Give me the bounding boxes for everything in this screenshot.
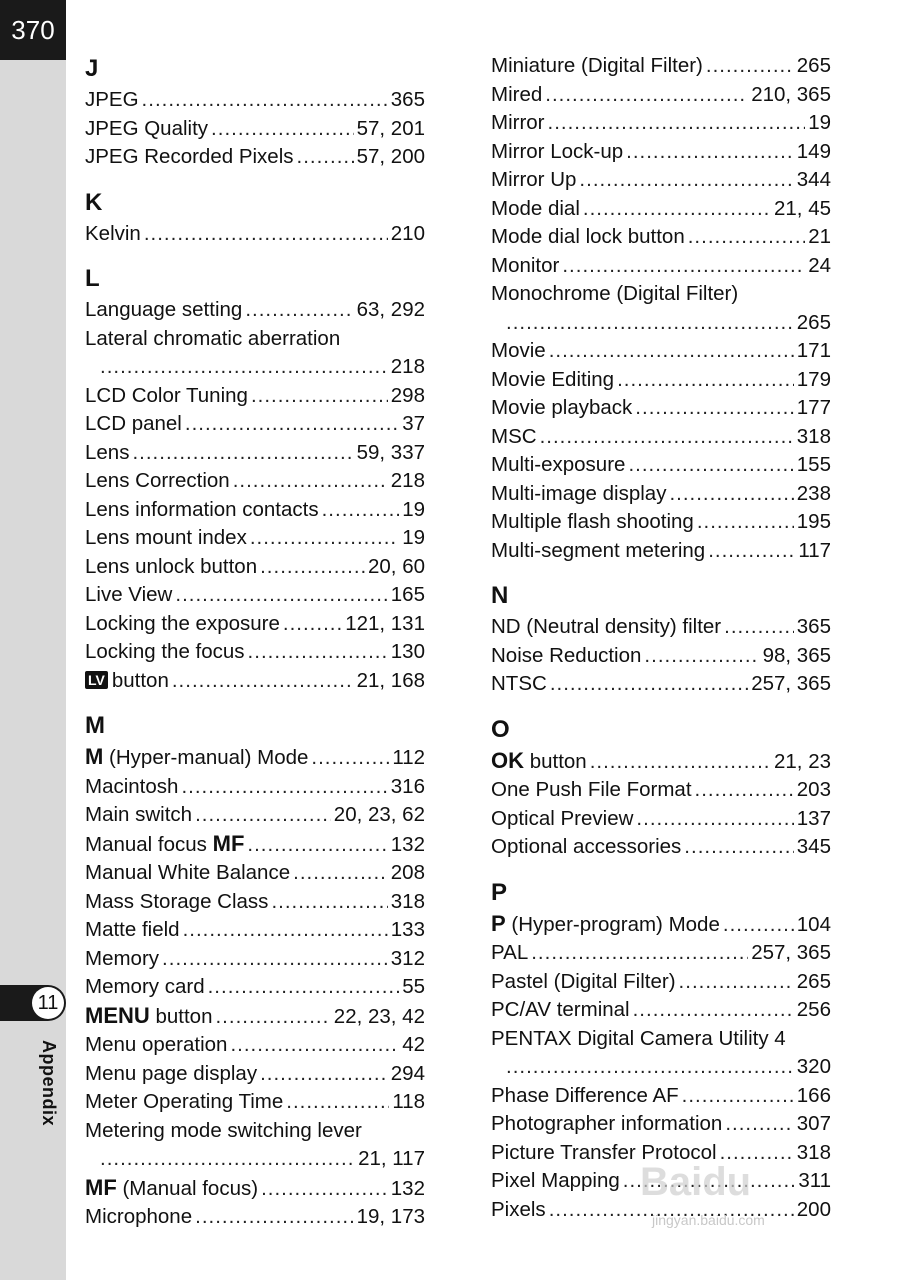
dot-leader	[562, 252, 805, 281]
index-entry	[491, 670, 831, 699]
entry-pages: 171	[796, 339, 831, 362]
entry-term: Meter Operating Time	[85, 1090, 284, 1113]
entry-pages: 57, 201	[356, 116, 425, 140]
dot-leader	[208, 973, 400, 1002]
entry-pages: 257, 365	[751, 941, 831, 964]
index-entry	[85, 220, 425, 249]
entry-pages: 195	[796, 510, 831, 533]
dot-leader	[723, 911, 794, 940]
index-entry	[491, 166, 831, 195]
entry-term: Picture Transfer Protocol	[491, 1140, 717, 1164]
dot-leader	[684, 833, 793, 862]
dot-leader	[583, 195, 771, 224]
entry-term: Mirror	[491, 111, 545, 134]
entry-pages: 210	[390, 221, 425, 245]
index-entry	[491, 52, 831, 81]
dot-leader	[725, 1110, 793, 1139]
entry-continuation	[491, 309, 831, 338]
dot-leader	[283, 610, 342, 639]
index-entry	[491, 747, 831, 777]
index-entry	[85, 496, 425, 525]
entry-term: Memory	[85, 946, 160, 970]
dot-leader	[100, 1145, 355, 1174]
entry-term: Lens	[85, 440, 130, 464]
entry-term: Manual White Balance	[85, 861, 291, 884]
section-letter: L	[85, 265, 100, 292]
dot-leader	[195, 801, 331, 830]
entry-term: Locking the exposure	[85, 611, 280, 635]
entry-term: Phase Difference AF	[491, 1083, 679, 1107]
entry-term: Macintosh	[85, 774, 179, 798]
entry-term: Live View	[85, 583, 173, 606]
dot-leader	[195, 1203, 353, 1232]
index-entry	[85, 1174, 425, 1204]
dot-leader	[531, 939, 748, 968]
dot-leader	[233, 467, 388, 496]
dot-leader	[132, 439, 353, 468]
index-entry	[491, 1082, 831, 1111]
entry-term: Lens unlock button	[85, 554, 258, 578]
index-entry	[85, 1031, 425, 1060]
entry-pages: 55	[402, 975, 425, 998]
entry-pages: 200	[796, 1197, 831, 1221]
entry-term: Main switch	[85, 803, 193, 826]
entry-term: Locking the focus	[85, 640, 245, 663]
entry-term: Menu page display	[85, 1061, 258, 1085]
entry-term: LCD panel	[85, 412, 182, 435]
entry-term: PC/AV terminal	[491, 998, 630, 1021]
entry-pages: 210, 365	[751, 82, 831, 106]
index-entry	[85, 859, 425, 888]
index-entry	[85, 115, 425, 144]
index-entry	[491, 138, 831, 167]
index-column-left	[85, 52, 425, 1232]
index-entry	[491, 252, 831, 281]
dot-leader	[142, 86, 388, 115]
entry-term: Monochrome (Digital Filter)	[491, 282, 739, 305]
entry-term: Mode dial	[491, 196, 580, 220]
entry-term: Mired	[491, 82, 543, 106]
mf-glyph: MF	[212, 830, 245, 856]
dot-leader	[162, 945, 388, 974]
entry-term: Kelvin	[85, 221, 141, 245]
index-entry	[85, 801, 425, 830]
section-letter: N	[491, 582, 509, 609]
index-entry	[491, 223, 831, 252]
dot-leader	[545, 81, 748, 110]
index-entry	[491, 642, 831, 671]
entry-term: Miniature (Digital Filter)	[491, 54, 703, 77]
dot-leader	[181, 773, 387, 802]
index-entry	[85, 610, 425, 639]
entry-term: Lens Correction	[85, 469, 230, 492]
dot-leader	[297, 143, 354, 172]
entry-continuation	[491, 1053, 831, 1082]
dot-leader	[636, 805, 793, 834]
index-entry	[85, 667, 425, 696]
dot-leader	[679, 968, 794, 997]
entry-term: Movie playback	[491, 396, 633, 419]
dot-leader	[211, 115, 354, 144]
entry-pages: 165	[390, 583, 425, 606]
entry-term: Pixels	[491, 1197, 546, 1221]
entry-pages: 318	[390, 889, 425, 913]
entry-term: Menu operation	[85, 1033, 228, 1056]
dot-leader	[549, 337, 794, 366]
entry-term: Lateral chromatic aberration	[85, 326, 341, 350]
index-entry	[491, 776, 831, 805]
index-section	[491, 579, 831, 699]
index-entry	[491, 366, 831, 395]
entry-pages: 312	[390, 946, 425, 970]
entry-term: NTSC	[491, 672, 547, 695]
entry-term: PENTAX Digital Camera Utility 4	[491, 1026, 786, 1050]
index-entry	[85, 973, 425, 1002]
entry-pages: 19	[808, 111, 831, 134]
entry-pages: 98, 365	[762, 643, 831, 667]
entry-term: JPEG Quality	[85, 116, 209, 140]
dot-leader	[172, 667, 354, 696]
entry-pages: 137	[796, 806, 831, 830]
entry-term: Language setting	[85, 298, 243, 321]
chapter-number: 11	[32, 987, 64, 1019]
entry-pages: 218	[390, 355, 425, 378]
dot-leader	[322, 496, 400, 525]
dot-leader	[695, 776, 794, 805]
entry-pages: 166	[796, 1083, 831, 1107]
entry-term: MENU button	[85, 1002, 213, 1028]
entry-pages: 256	[796, 998, 831, 1021]
dot-leader	[260, 1060, 388, 1089]
dot-leader	[293, 859, 388, 888]
entry-pages: 57, 200	[356, 145, 425, 168]
entry-term: Monitor	[491, 253, 560, 277]
entry-pages: 298	[390, 383, 425, 407]
p-glyph: P	[491, 910, 506, 936]
index-entry	[491, 1025, 831, 1082]
dot-leader	[579, 166, 793, 195]
entry-pages: 265	[796, 310, 831, 334]
dot-leader	[175, 581, 387, 610]
entry-pages: 316	[390, 774, 425, 798]
entry-pages: 149	[796, 139, 831, 163]
dot-leader	[261, 1175, 388, 1204]
entry-pages: 22, 23, 42	[333, 1004, 425, 1028]
entry-pages: 318	[796, 424, 831, 448]
entry-pages: 19	[402, 497, 425, 521]
entry-term: PAL	[491, 941, 529, 964]
chapter-tab	[0, 985, 66, 1021]
index-entry	[85, 1203, 425, 1232]
dot-leader	[183, 916, 388, 945]
entry-term: Photographer information	[491, 1112, 723, 1135]
entry-pages: 21, 23	[774, 749, 831, 773]
dot-leader	[248, 638, 388, 667]
entry-term: P (Hyper-program) Mode	[491, 910, 720, 936]
index-column-right	[491, 52, 831, 1224]
index-entry	[85, 467, 425, 496]
entry-pages: 133	[390, 918, 425, 941]
index-entry	[85, 916, 425, 945]
dot-leader	[506, 1053, 794, 1082]
chapter-label: Appendix	[39, 1040, 59, 1127]
entry-pages: 132	[390, 1176, 425, 1200]
entry-pages: 294	[390, 1061, 425, 1085]
index-entry	[85, 382, 425, 411]
entry-term: Noise Reduction	[491, 643, 642, 667]
entry-continuation	[85, 1145, 425, 1174]
dot-leader	[550, 670, 748, 699]
dot-leader	[706, 52, 794, 81]
page-number: 370	[0, 0, 66, 60]
m-glyph: M	[85, 744, 104, 769]
entry-term: Pixel Mapping	[491, 1169, 620, 1192]
index-entry	[85, 773, 425, 802]
dot-leader	[100, 353, 388, 382]
index-entry	[85, 1002, 425, 1032]
index-entry	[85, 1060, 425, 1089]
entry-pages: 203	[796, 778, 831, 801]
entry-pages: 112	[392, 746, 425, 769]
entry-pages: 155	[796, 453, 831, 476]
section-letter: P	[491, 878, 508, 906]
index-section	[85, 262, 425, 695]
section-letter: J	[85, 55, 99, 82]
lv-icon: LV	[85, 671, 108, 689]
index-entry	[491, 337, 831, 366]
entry-term: Optical Preview	[491, 806, 634, 830]
sidebar	[0, 0, 66, 1280]
index-entry	[85, 1088, 425, 1117]
entry-pages: 21, 117	[358, 1147, 425, 1170]
entry-pages: 257, 365	[751, 672, 831, 695]
index-entry	[491, 613, 831, 642]
entry-term: ND (Neutral density) filter	[491, 615, 722, 638]
entry-pages: 121, 131	[345, 611, 425, 635]
dot-leader	[311, 744, 389, 773]
entry-pages: 118	[392, 1090, 425, 1113]
dot-leader	[251, 382, 388, 411]
dot-leader	[144, 220, 388, 249]
entry-term: Multi-exposure	[491, 453, 626, 476]
index-entry	[491, 280, 831, 337]
entry-pages: 318	[796, 1140, 831, 1164]
entry-term: Multi-image display	[491, 481, 667, 505]
entry-term: Mirror Up	[491, 168, 577, 191]
entry-term: Multiple flash shooting	[491, 510, 694, 533]
entry-term: JPEG Recorded Pixels	[85, 145, 294, 168]
entry-pages: 130	[390, 640, 425, 663]
entry-term: MF (Manual focus)	[85, 1174, 259, 1200]
entry-pages: 59, 337	[356, 440, 425, 464]
entry-term: Movie	[491, 339, 546, 362]
dot-leader	[247, 831, 387, 860]
entry-pages: 37	[402, 412, 425, 435]
entry-term: LV button	[85, 667, 169, 696]
index-entry	[85, 325, 425, 382]
dot-leader	[230, 1031, 399, 1060]
entry-pages: 104	[796, 912, 831, 936]
entry-pages: 21, 168	[356, 668, 425, 692]
dot-leader	[669, 480, 793, 509]
entry-term: Lens mount index	[85, 526, 247, 549]
index-section	[85, 186, 425, 249]
dot-leader	[271, 888, 387, 917]
dot-leader	[250, 524, 399, 553]
index-entry	[491, 939, 831, 968]
watermark-logo: Baidu	[640, 1160, 752, 1204]
entry-term: Pastel (Digital Filter)	[491, 969, 676, 993]
index-entry	[491, 968, 831, 997]
index-entry	[85, 296, 425, 325]
dot-leader	[644, 642, 759, 671]
index-entry	[491, 996, 831, 1025]
entry-pages: 345	[796, 835, 831, 858]
mf-glyph: MF	[85, 1174, 117, 1200]
entry-pages: 365	[796, 615, 831, 638]
entry-term: Multi-segment metering	[491, 538, 706, 562]
entry-pages: 20, 23, 62	[333, 803, 425, 826]
dot-leader	[260, 553, 365, 582]
entry-pages: 177	[796, 396, 831, 419]
entry-term: Metering mode switching lever	[85, 1118, 362, 1142]
index-entry	[85, 143, 425, 172]
entry-pages: 42	[402, 1033, 425, 1056]
dot-leader	[540, 423, 794, 452]
index-entry	[85, 638, 425, 667]
section-letter: M	[85, 712, 105, 739]
entry-pages: 24	[808, 253, 831, 277]
index-section	[85, 709, 425, 1232]
dot-leader	[633, 996, 794, 1025]
index-entry	[491, 833, 831, 862]
entry-pages: 218	[390, 469, 425, 492]
entry-term: One Push File Format	[491, 778, 692, 801]
entry-term: Manual focus MF	[85, 830, 245, 856]
dot-leader	[245, 296, 353, 325]
entry-term: LCD Color Tuning	[85, 383, 248, 407]
ok-glyph: OK	[491, 747, 524, 773]
dot-leader	[590, 748, 771, 777]
entry-pages: 132	[390, 832, 425, 856]
index-entry	[491, 805, 831, 834]
index-entry	[491, 451, 831, 480]
entry-pages: 21, 45	[774, 196, 831, 220]
entry-term: M (Hyper-manual) Mode	[85, 744, 309, 769]
entry-pages: 20, 60	[368, 554, 425, 578]
entry-pages: 238	[796, 481, 831, 505]
index-entry	[491, 910, 831, 940]
entry-term: Mirror Lock-up	[491, 139, 624, 163]
dot-leader	[697, 508, 794, 537]
index-entry	[491, 1110, 831, 1139]
index-entry	[85, 1117, 425, 1174]
entry-pages: 117	[798, 538, 831, 562]
dot-leader	[548, 109, 806, 138]
section-letter: O	[491, 715, 510, 743]
index-entry	[491, 423, 831, 452]
entry-pages: 365	[390, 88, 425, 111]
entry-term: Movie Editing	[491, 367, 615, 391]
index-entry	[491, 109, 831, 138]
entry-term: Lens information contacts	[85, 497, 319, 521]
index-entry	[85, 581, 425, 610]
entry-term: Mode dial lock button	[491, 225, 685, 248]
entry-term: Optional accessories	[491, 835, 682, 858]
entry-pages: 307	[796, 1112, 831, 1135]
index-section	[85, 52, 425, 172]
dot-leader	[635, 394, 793, 423]
entry-pages: 265	[796, 54, 831, 77]
entry-term: JPEG	[85, 88, 139, 111]
menu-glyph: MENU	[85, 1002, 150, 1028]
entry-pages: 311	[798, 1169, 831, 1192]
dot-leader	[506, 309, 794, 338]
index-entry	[491, 81, 831, 110]
entry-term: MSC	[491, 424, 537, 448]
index-entry	[85, 86, 425, 115]
dot-leader	[724, 613, 794, 642]
entry-pages: 21	[808, 225, 831, 248]
entry-pages: 63, 292	[356, 298, 425, 321]
index-entry	[85, 830, 425, 860]
entry-pages: 265	[796, 969, 831, 993]
dot-leader	[215, 1003, 330, 1032]
entry-pages: 320	[796, 1055, 831, 1078]
index-section	[491, 713, 831, 862]
index-entry	[491, 508, 831, 537]
index-entry	[85, 743, 425, 773]
index-entry	[491, 394, 831, 423]
entry-term: OK button	[491, 747, 587, 773]
section-letter: K	[85, 188, 103, 216]
entry-pages: 19	[402, 526, 425, 549]
index-entry	[85, 888, 425, 917]
dot-leader	[688, 223, 805, 252]
entry-term: Memory card	[85, 975, 205, 998]
index-entry	[491, 537, 831, 566]
index-entry	[85, 524, 425, 553]
entry-pages: 208	[390, 861, 425, 884]
dot-leader	[185, 410, 399, 439]
entry-term: Mass Storage Class	[85, 889, 269, 913]
entry-pages: 179	[796, 367, 831, 391]
dot-leader	[626, 138, 794, 167]
dot-leader	[708, 537, 795, 566]
index-entry	[85, 553, 425, 582]
dot-leader	[682, 1082, 794, 1111]
dot-leader	[628, 451, 793, 480]
watermark-url: jingyan.baidu.com	[652, 1212, 765, 1228]
entry-term: Microphone	[85, 1205, 193, 1228]
index-entry	[85, 945, 425, 974]
index-entry	[491, 480, 831, 509]
index-entry	[491, 195, 831, 224]
dot-leader	[617, 366, 794, 395]
dot-leader	[286, 1088, 389, 1117]
entry-continuation	[85, 353, 425, 382]
entry-pages: 19, 173	[356, 1205, 425, 1228]
entry-term: Matte field	[85, 918, 180, 941]
index-entry	[85, 410, 425, 439]
index-section	[491, 52, 831, 565]
entry-pages: 344	[796, 168, 831, 191]
index-entry	[85, 439, 425, 468]
